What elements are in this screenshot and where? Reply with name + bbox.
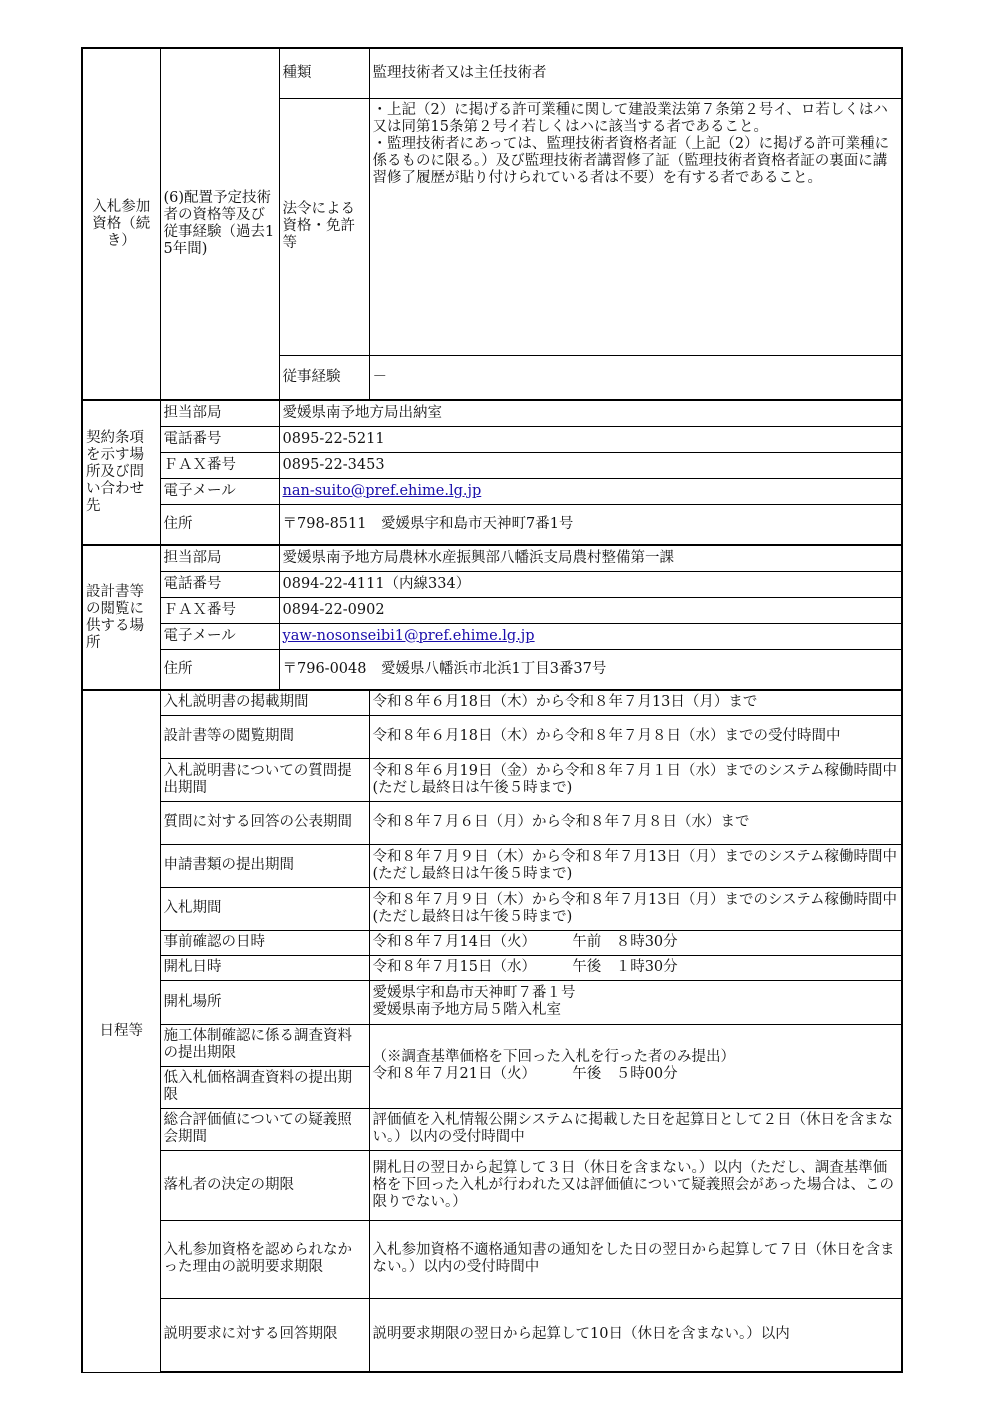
schedule-value: 令和８年７月14日（火） 午前 ８時30分	[369, 930, 902, 955]
schedule-value: 愛媛県宇和島市天神町７番１号 愛媛県南予地方局５階入札室	[369, 980, 902, 1024]
contract-address-label: 住所	[160, 504, 279, 545]
schedule-value: 説明要求期限の翌日から起算して10日（休日を含まない。）以内	[369, 1298, 902, 1372]
section-contract-label: 契約条項を示す場所及び問い合わせ先	[82, 400, 160, 545]
schedule-label: 入札参加資格を認められなかった理由の説明要求期限	[160, 1220, 369, 1298]
schedule-label: 入札説明書についての質問提出期間	[160, 758, 369, 801]
schedule-value: 入札参加資格不適格通知書の通知をした日の翌日から起算して７日（休日を含まない。）以内の受付時間中	[369, 1220, 902, 1298]
schedule-label: 開札場所	[160, 980, 369, 1024]
schedule-label: 低入札価格調査資料の提出期限	[160, 1066, 369, 1108]
design-fax-label: ＦＡＸ番号	[160, 597, 279, 623]
schedule-value: 開札日の翌日から起算して３日（休日を含まない。）以内（ただし、調査基準価格を下回った入札が行われた又は評価値について疑義照会があった場合は、この限りでない。）	[369, 1150, 902, 1220]
schedule-label: 事前確認の日時	[160, 930, 369, 955]
contract-address-value: 〒798-8511 愛媛県宇和島市天神町7番1号	[279, 504, 902, 545]
schedule-label: 施工体制確認に係る調査資料の提出期限	[160, 1024, 369, 1066]
schedule-label: 質問に対する回答の公表期間	[160, 801, 369, 844]
schedule-label: 申請書類の提出期間	[160, 844, 369, 887]
schedule-label: 入札期間	[160, 887, 369, 930]
technician-qualification-label: (6)配置予定技術者の資格等及び従事経験（過去15年間)	[160, 48, 279, 400]
schedule-value: 令和８年７月６日（月）から令和８年７月８日（水）まで	[369, 801, 902, 844]
schedule-label: 落札者の決定の期限	[160, 1150, 369, 1220]
tender-info-table	[81, 47, 903, 1373]
schedule-value: 令和８年７月15日（水） 午後 １時30分	[369, 955, 902, 980]
design-fax-value: 0894-22-0902	[279, 597, 902, 623]
schedule-value: 令和８年６月18日（木）から令和８年７月８日（水）までの受付時間中	[369, 715, 902, 758]
schedule-value: 評価値を入札情報公開システムに掲載した日を起算日として２日（休日を含まない。）以内の受付時間中	[369, 1108, 902, 1150]
type-value: 監理技術者又は主任技術者	[369, 48, 902, 98]
section-design-label: 設計書等の閲覧に供する場所	[82, 545, 160, 690]
design-email-link[interactable]: yaw-nosonseibi1@pref.ehime.lg.jp	[282, 627, 535, 644]
experience-value: －	[369, 355, 902, 400]
design-email-label: 電子メール	[160, 623, 279, 649]
schedule-label: 入札説明書の掲載期間	[160, 690, 369, 715]
section-qualification-label: 入札参加資格（続き）	[82, 48, 160, 400]
section-schedule-label: 日程等	[82, 690, 160, 1372]
schedule-label: 設計書等の閲覧期間	[160, 715, 369, 758]
contract-dept-value: 愛媛県南予地方局出納室	[279, 400, 902, 426]
schedule-value: 令和８年７月９日（木）から令和８年７月13日（月）までのシステム稼働時間中(ただし最終日は午後５時まで)	[369, 887, 902, 930]
design-dept-label: 担当部局	[160, 545, 279, 571]
design-phone-value: 0894-22-4111（内線334）	[279, 571, 902, 597]
design-phone-label: 電話番号	[160, 571, 279, 597]
type-label: 種類	[279, 48, 369, 98]
design-address-value: 〒796-0048 愛媛県八幡浜市北浜1丁目3番37号	[279, 649, 902, 690]
contract-phone-value: 0895-22-5211	[279, 426, 902, 452]
schedule-label: 総合評価値についての疑義照会期間	[160, 1108, 369, 1150]
design-address-label: 住所	[160, 649, 279, 690]
license-label: 法令による資格・免許等	[279, 98, 369, 355]
schedule-label: 開札日時	[160, 955, 369, 980]
schedule-value: 令和８年６月19日（金）から令和８年７月１日（水）までのシステム稼働時間中(ただし最終日は午後５時まで)	[369, 758, 902, 801]
contract-fax-label: ＦＡＸ番号	[160, 452, 279, 478]
contract-email-link[interactable]: nan-suito@pref.ehime.lg.jp	[282, 482, 482, 499]
contract-email-label: 電子メール	[160, 478, 279, 504]
schedule-label: 説明要求に対する回答期限	[160, 1298, 369, 1372]
contract-fax-value: 0895-22-3453	[279, 452, 902, 478]
design-dept-value: 愛媛県南予地方局農林水産振興部八幡浜支局農村整備第一課	[279, 545, 902, 571]
license-value: ・上記（2）に掲げる許可業種に関して建設業法第７条第２号イ、ロ若しくはハ又は同第15条第２号イ若しくはハに該当する者であること。 ・監理技術者にあっては、監理技術者資格者証（上記（2）に掲げる許可業種に係るものに限る。）及び監理技術者講習修了証（監理技術者資格者証の裏面に講習修了履歴が貼り付けられている者は不要）を有する者であること。	[369, 98, 902, 355]
schedule-value: 令和８年７月９日（木）から令和８年７月13日（月）までのシステム稼働時間中(ただし最終日は午後５時まで)	[369, 844, 902, 887]
contract-dept-label: 担当部局	[160, 400, 279, 426]
schedule-value: （※調査基準価格を下回った入札を行った者のみ提出） 令和８年７月21日（火） 午後 ５時00分	[369, 1024, 902, 1108]
experience-label: 従事経験	[279, 355, 369, 400]
schedule-value: 令和８年６月18日（木）から令和８年７月13日（月）まで	[369, 690, 902, 715]
contract-phone-label: 電話番号	[160, 426, 279, 452]
